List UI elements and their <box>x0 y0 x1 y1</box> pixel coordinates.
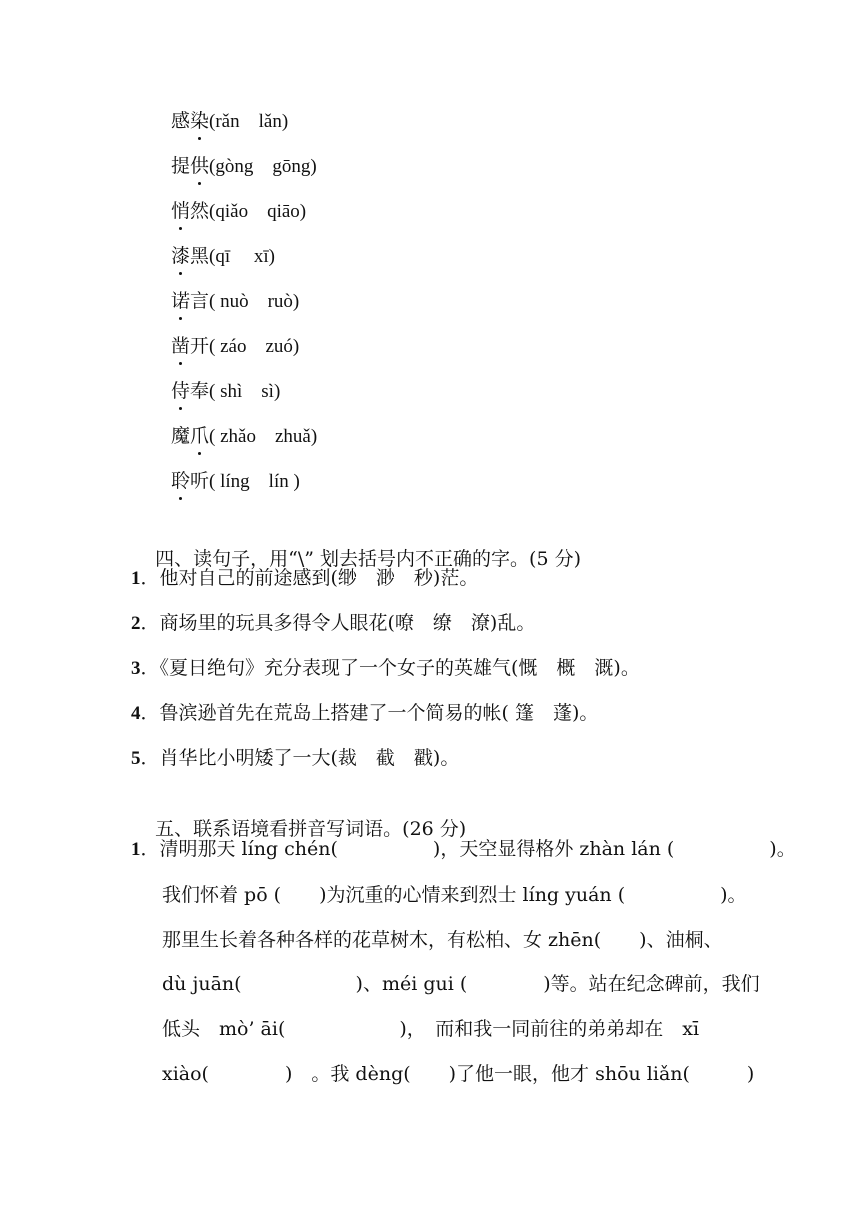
pronunciation-item <box>171 153 317 179</box>
emphasized-character: 供 <box>190 155 210 177</box>
passage-line-6 <box>162 1061 755 1087</box>
word-character: 听 <box>190 470 210 492</box>
passage-line: 我们怀着 pō ( )为沉重的心情来到烈士 líng yuán ( )。 <box>162 884 747 906</box>
emphasized-character: 聆 <box>171 470 191 492</box>
item-text: ．肖华比小明矮了一大(裁 截 戳)。 <box>140 747 460 769</box>
section-4-item <box>131 745 459 771</box>
pronunciation-item <box>171 288 299 314</box>
word-character: 提 <box>171 155 191 177</box>
pronunciation-item <box>171 378 280 404</box>
item-number: 1 <box>131 839 141 860</box>
item-number: 4 <box>131 703 141 724</box>
word-character: 魔 <box>171 425 191 447</box>
item-number: 5 <box>131 748 141 769</box>
section-5-title-text: 五、联系语境看拼音写词语。(26 分) <box>155 818 467 840</box>
emphasized-character: 漆 <box>171 245 191 267</box>
passage-line: dù juān( )、méi gui ( )等。站在纪念碑前，我们 <box>162 973 760 995</box>
emphasized-character: 爪 <box>190 425 210 447</box>
item-number: 1 <box>131 568 141 589</box>
word-character: 黑 <box>190 245 210 267</box>
passage-line: 低头 mò’ āi( )， 而和我一同前往的弟弟却在 xī <box>162 1018 700 1040</box>
pronunciation-item <box>171 198 306 224</box>
word-character: 奉 <box>190 380 210 402</box>
word-character: 然 <box>190 200 210 222</box>
pinyin-options: ( líng lín ) <box>209 471 300 492</box>
pinyin-options: ( nuò ruò) <box>209 291 300 312</box>
passage-line-4 <box>162 971 760 997</box>
emphasized-character: 悄 <box>171 200 191 222</box>
passage-line: ．清明那天 líng chén( )，天空显得格外 zhàn lán ( )。 <box>140 838 796 860</box>
pinyin-options: (gòng gōng) <box>209 156 317 177</box>
pinyin-options: (qiǎo qiāo) <box>209 201 307 222</box>
passage-line-5 <box>162 1016 730 1042</box>
pronunciation-item <box>171 108 288 134</box>
word-character: 开 <box>190 335 210 357</box>
passage-line-2 <box>162 882 747 908</box>
pinyin-options: ( záo zuó) <box>209 336 300 357</box>
item-text: ．他对自己的前途感到(缈 渺 秒)茫。 <box>140 567 479 589</box>
pronunciation-item <box>171 333 299 359</box>
pronunciation-item <box>171 243 275 269</box>
emphasized-character: 染 <box>190 110 210 132</box>
item-text: ．商场里的玩具多得令人眼花(嘹 缭 潦)乱。 <box>140 612 536 634</box>
pinyin-options: (qī xī) <box>209 246 275 267</box>
emphasized-character: 凿 <box>171 335 191 357</box>
passage-line: 那里生长着各种各样的花草树木，有松柏、女 zhēn( )、油桐、 <box>162 929 723 951</box>
pronunciation-item <box>171 423 317 449</box>
pinyin-options: ( zhǎo zhuǎ) <box>209 426 318 447</box>
emphasized-character: 诺 <box>171 290 191 312</box>
word-character: 感 <box>171 110 191 132</box>
item-number: 3 <box>131 658 141 679</box>
emphasized-character: 侍 <box>171 380 191 402</box>
section-4-title <box>131 520 581 570</box>
pinyin-options: ( shì sì) <box>209 381 281 402</box>
word-character: 言 <box>190 290 210 312</box>
section-5-title <box>131 790 467 840</box>
section-4-item <box>131 700 598 726</box>
pinyin-options: (rǎn lǎn) <box>209 111 289 132</box>
section-4-item <box>131 655 640 681</box>
pronunciation-item <box>171 468 300 494</box>
item-text: ．《夏日绝句》充分表现了一个女子的英雄气(慨 概 溉)。 <box>140 657 640 679</box>
section-4-item <box>131 610 535 636</box>
passage-line-3 <box>162 927 730 953</box>
section-4-title-text: 四、读句子，用“\” 划去括号内不正确的字。(5 分) <box>155 548 581 570</box>
item-number: 2 <box>131 613 141 634</box>
section-5-item-1-line-1 <box>131 836 796 862</box>
passage-line: xiào( ) 。我 dèng( )了他一眼，他才 shōu liǎn( ) <box>162 1063 755 1085</box>
item-text: ．鲁滨逊首先在荒岛上搭建了一个简易的帐( 篷 蓬)。 <box>140 702 599 724</box>
section-4-item <box>131 565 478 591</box>
